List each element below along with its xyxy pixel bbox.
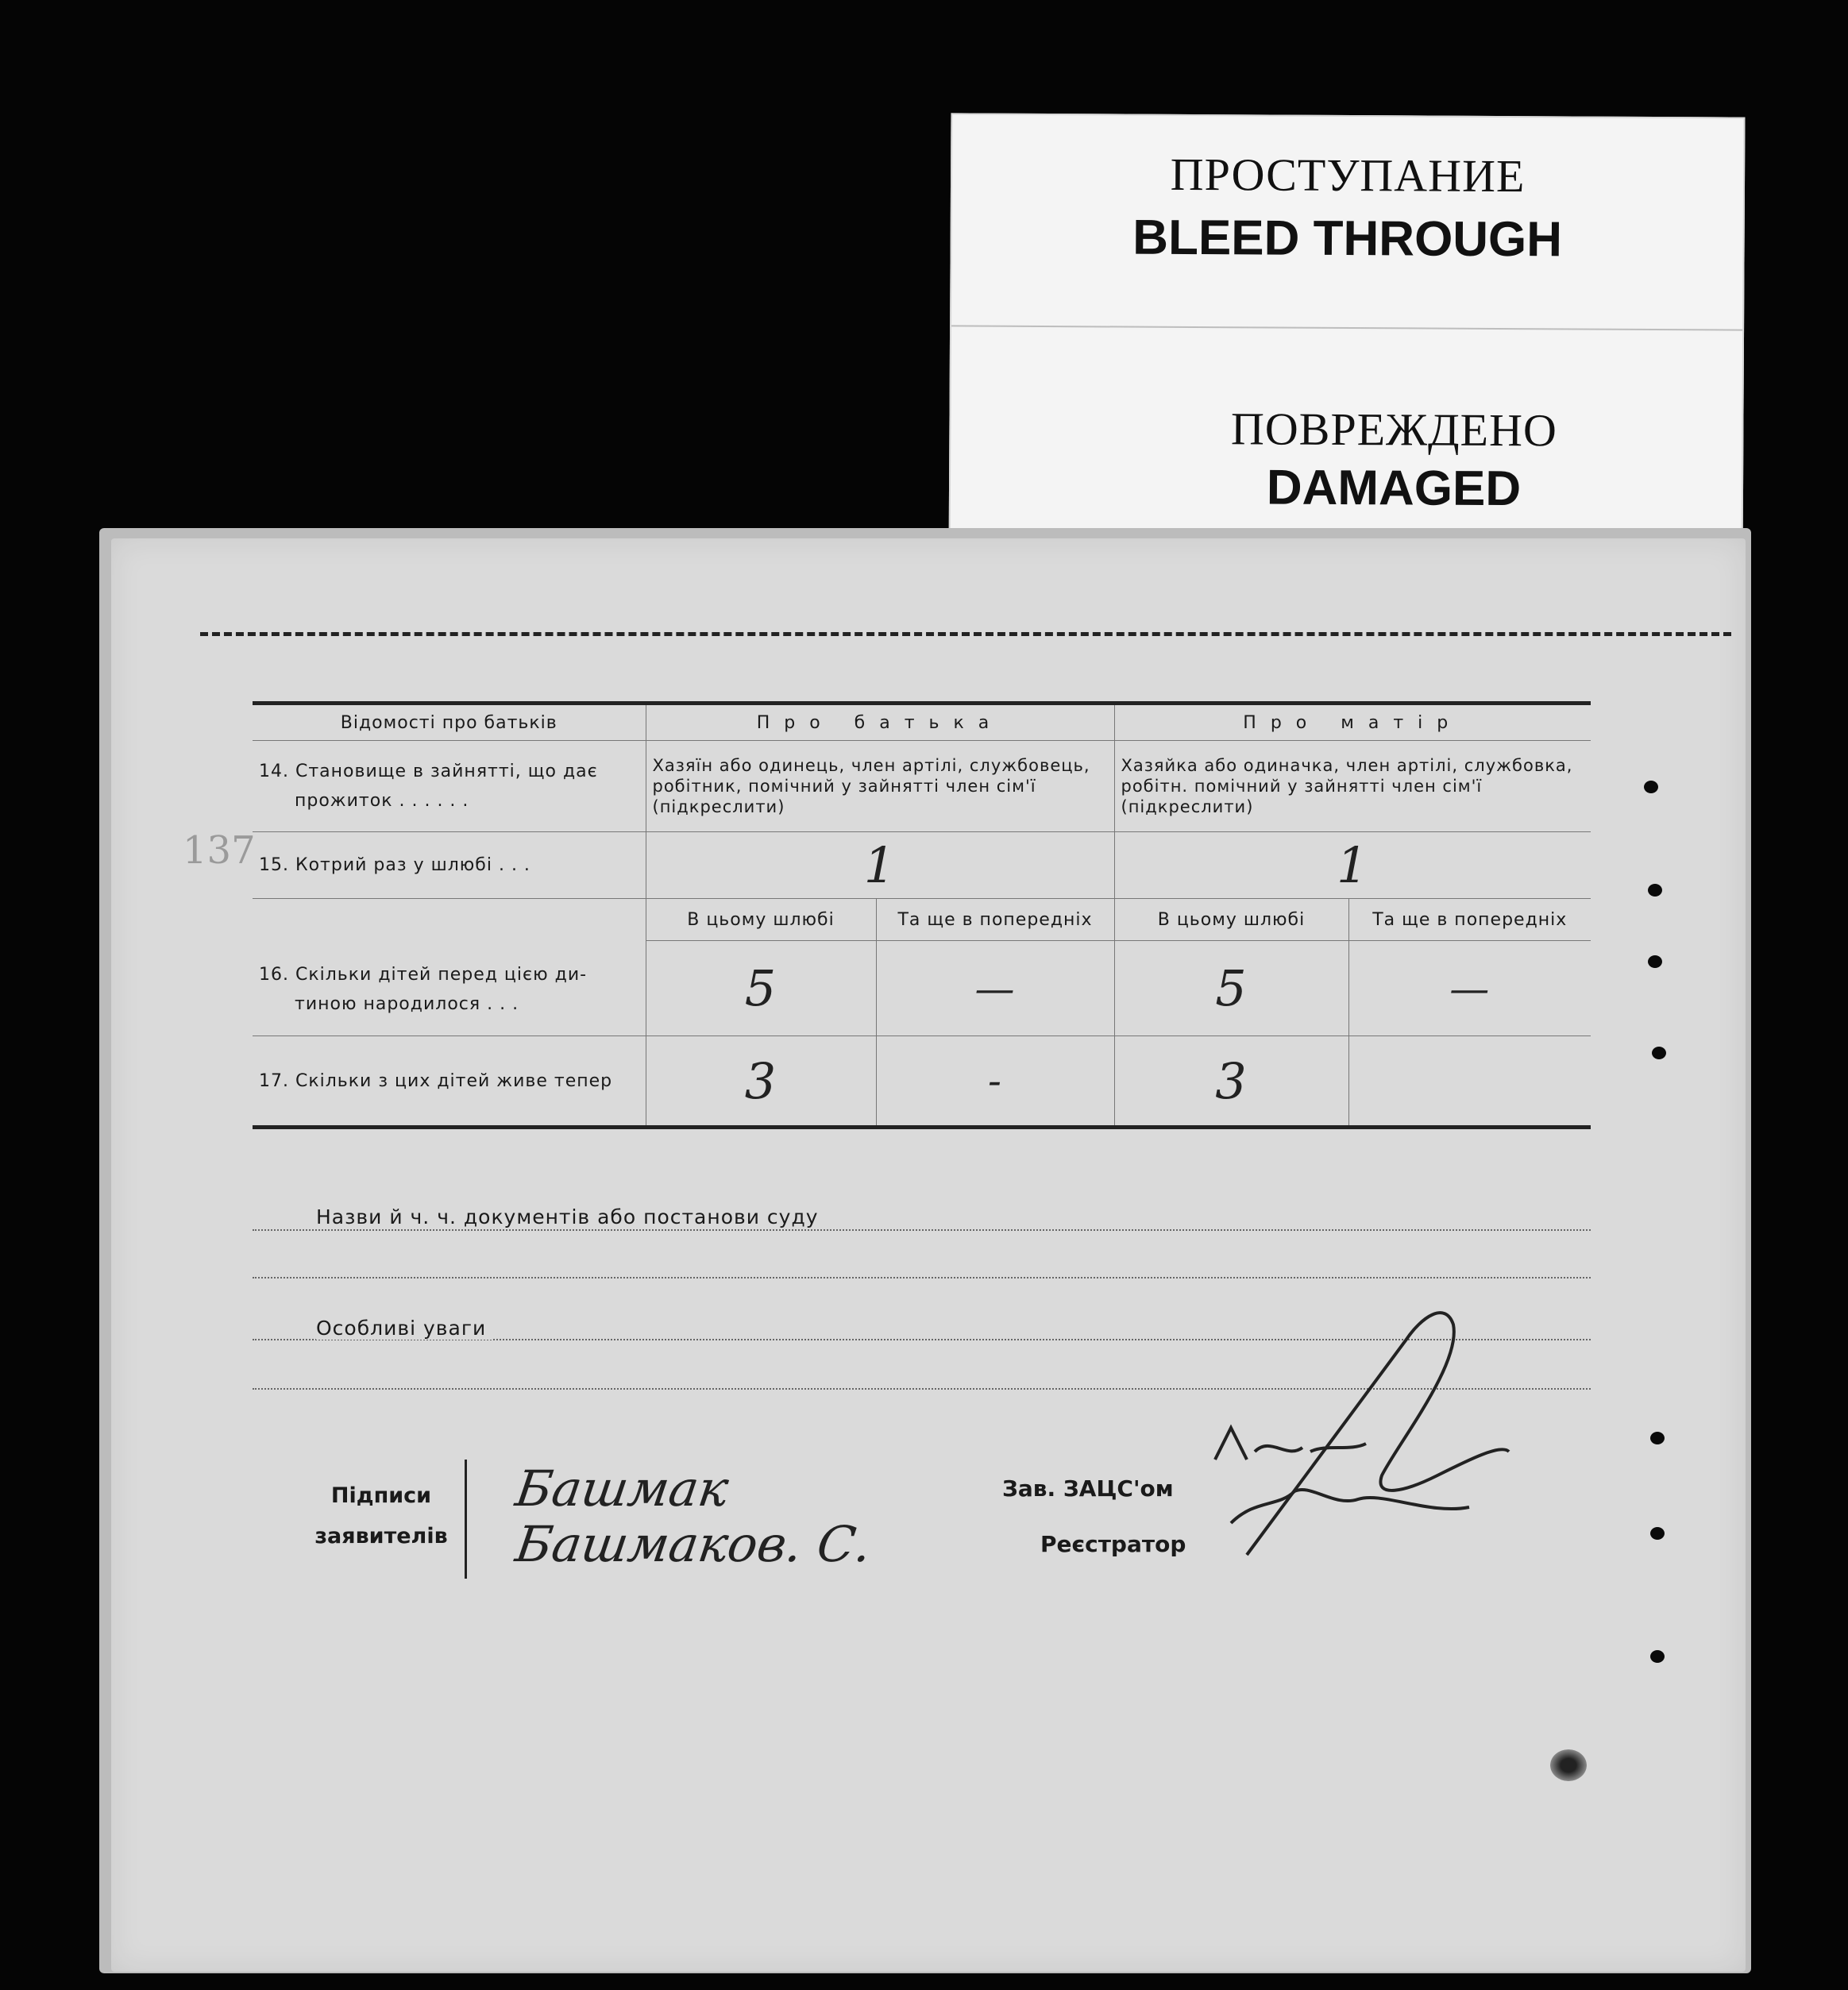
- signatures-brace: [465, 1460, 478, 1579]
- header-father: Про батька: [646, 704, 1114, 741]
- header-parents-info: Відомості про батьків: [253, 704, 646, 741]
- row17-label: 17. Скільки з цих дітей живе тепер: [253, 1036, 646, 1128]
- binding-hole: [1650, 1650, 1665, 1663]
- sub-father-current: В цьому шлюбі: [646, 899, 876, 941]
- row14-mother-options: Хазяйка або одиначка, член артілі, службовка, робітн. помічний у зайнятті член сім'ї (підкреслити): [1114, 741, 1591, 832]
- sub-father-previous: Та ще в попередніх: [876, 899, 1114, 941]
- row17-father-current: 3: [646, 1036, 876, 1128]
- row16-mother-current: 5: [1114, 941, 1348, 1036]
- notice-bleed-through-ru: ПРОСТУПАНИЕ: [1170, 148, 1526, 202]
- signatures-label-line1: Підписи: [330, 1483, 432, 1508]
- row14-label: [253, 741, 646, 832]
- row17-mother-previous: [1348, 1036, 1591, 1128]
- remarks-label: Особливі уваги: [316, 1317, 492, 1340]
- row16-mother-previous: —: [1348, 941, 1591, 1036]
- row15-mother-value: 1: [1114, 832, 1591, 899]
- row15-label: 15. Котрий раз у шлюбі . . .: [253, 832, 646, 899]
- row14-label-line1: 14. Становище в зайнятті, що дає: [259, 761, 598, 781]
- row16-label-line2: тиною народилося . . .: [295, 994, 519, 1014]
- header-mother: Про матір: [1114, 704, 1591, 741]
- signatures-label: [302, 1475, 461, 1557]
- sub-mother-current: В цьому шлюбі: [1114, 899, 1348, 941]
- tear-line: [200, 632, 1731, 636]
- parents-info-table: [253, 701, 1591, 1129]
- row17-mother-current: 3: [1114, 1036, 1348, 1128]
- binding-hole: [1650, 1432, 1665, 1444]
- registrar-label: Реєстратор: [1040, 1531, 1186, 1557]
- notice-damaged-en: DAMAGED: [1266, 460, 1522, 517]
- row14-label-line2: прожиток . . . . . .: [295, 791, 469, 811]
- notice-card: [949, 113, 1746, 565]
- documents-line-1: [253, 1229, 1591, 1231]
- notice-bleed-through-en: BLEED THROUGH: [1132, 210, 1563, 268]
- ink-stamp: [1550, 1749, 1587, 1781]
- applicant-signature-1: Башмак: [511, 1460, 732, 1518]
- row14-father-options: Хазяїн або одинець, член артілі, службовець, робітник, помічний у зайнятті член сім'ї (підкреслити): [646, 741, 1114, 832]
- record-page: [111, 538, 1746, 1972]
- signatures-label-line2: заявителів: [314, 1524, 448, 1549]
- documents-line-2: [253, 1277, 1591, 1278]
- binding-hole: [1648, 955, 1662, 968]
- margin-number: 137: [183, 828, 256, 873]
- row16-father-current: 5: [646, 941, 876, 1036]
- head-label: Зав. ЗАЦС'ом: [1002, 1475, 1174, 1502]
- row15-father-value: 1: [646, 832, 1114, 899]
- row16-label-line1: 16. Скільки дітей перед цією ди-: [259, 964, 588, 985]
- row17-father-previous: -: [876, 1036, 1114, 1128]
- row16-label: [253, 899, 646, 1036]
- documents-label: Назви й ч. ч. документів або постанови суду: [316, 1205, 825, 1228]
- binding-hole: [1650, 1527, 1665, 1540]
- binding-hole: [1648, 884, 1662, 897]
- row16-father-previous: —: [876, 941, 1114, 1036]
- sub-mother-previous: Та ще в попередніх: [1348, 899, 1591, 941]
- notice-fold-line: [951, 325, 1742, 330]
- applicant-signature-2: Башмаков. С.: [511, 1515, 875, 1573]
- notice-damaged-ru: ПОВРЕЖДЕНО: [1230, 403, 1558, 457]
- binding-hole: [1644, 781, 1658, 793]
- registrar-signature: [1199, 1293, 1580, 1579]
- binding-hole: [1652, 1047, 1666, 1059]
